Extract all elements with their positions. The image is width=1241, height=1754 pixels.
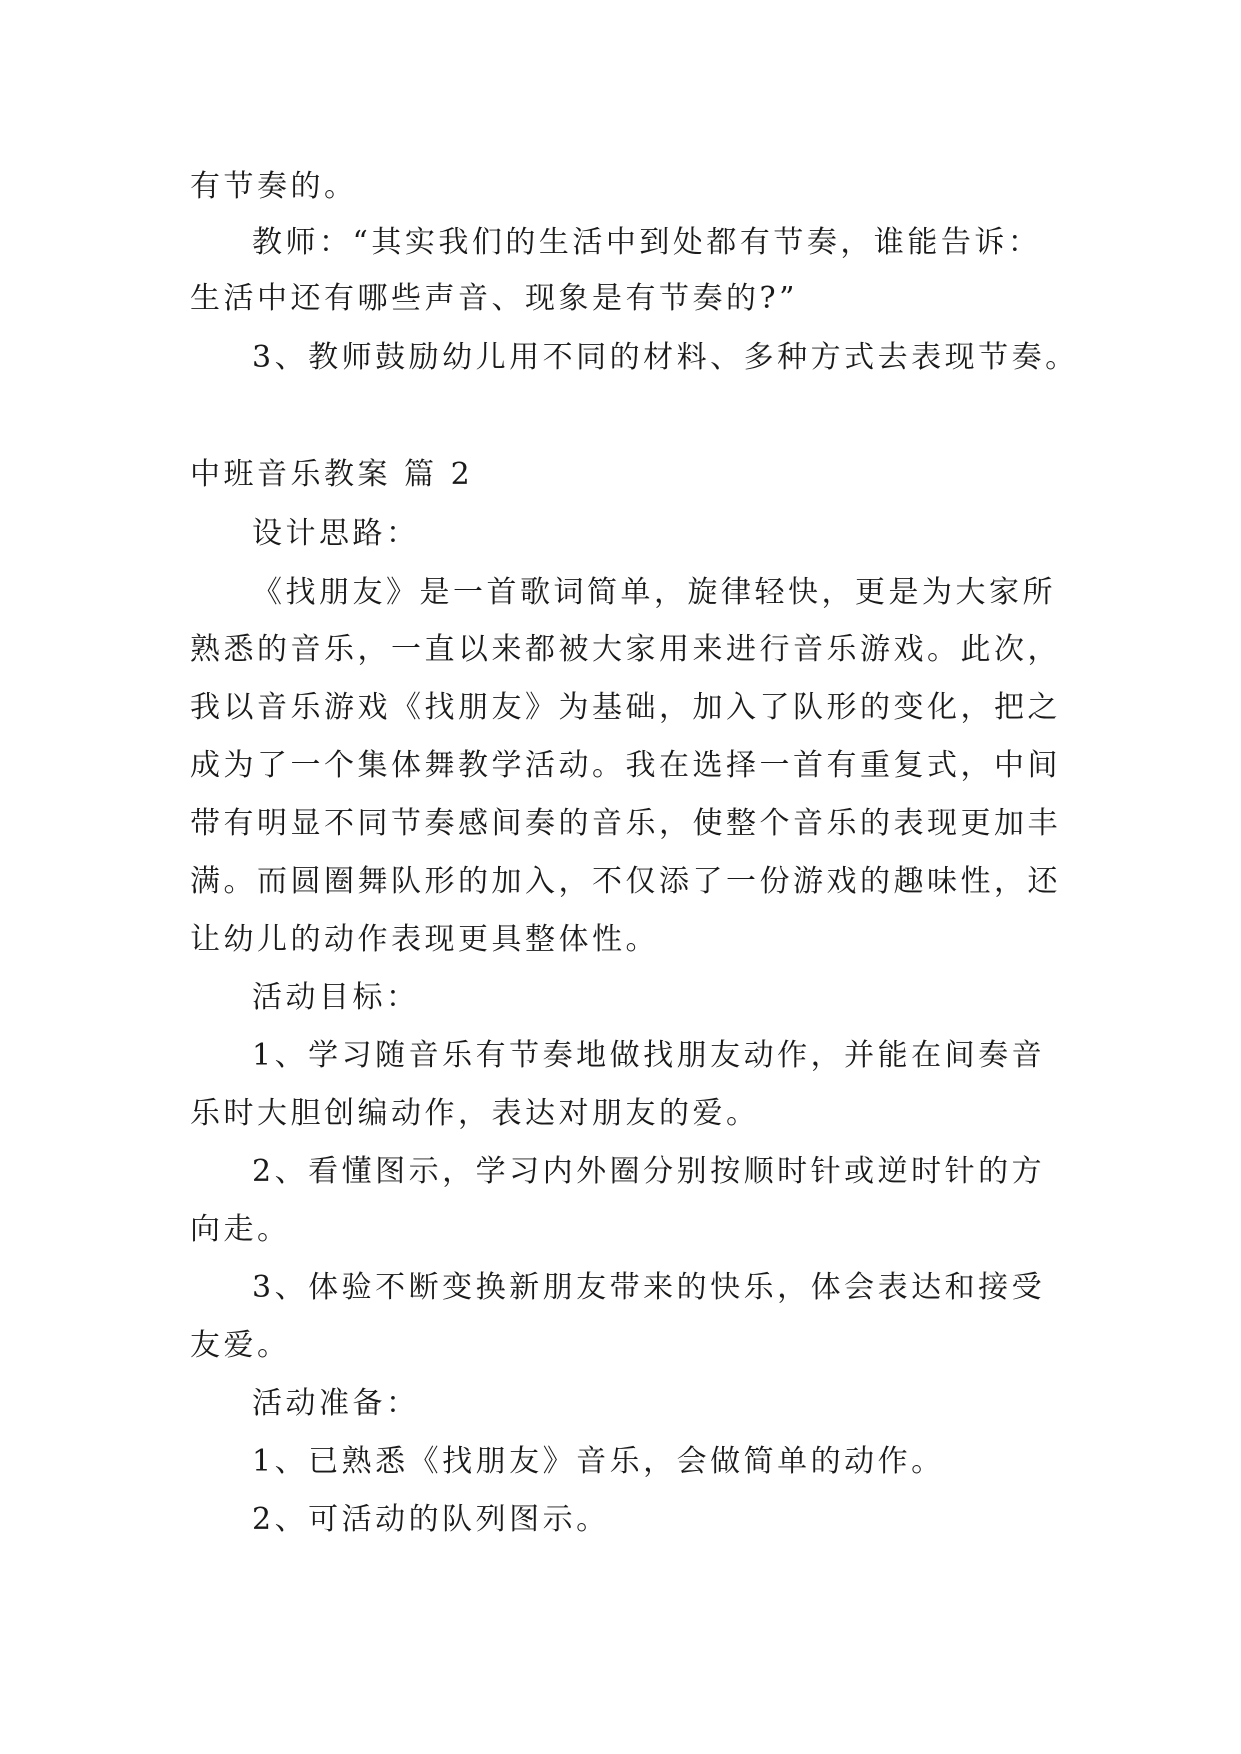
text-line: 我以音乐游戏《找朋友》为基础，加入了队形的变化，把之 — [190, 690, 1061, 725]
text-line: 2、看懂图示，学习内外圈分别按顺时针或逆时针的方 — [252, 1154, 1046, 1189]
text-line: 3、教师鼓励幼儿用不同的材料、多种方式去表现节奏。 — [252, 340, 1079, 375]
text-line: 友爱。 — [190, 1328, 291, 1363]
text-line: 3、体验不断变换新朋友带来的快乐，体会表达和接受 — [252, 1270, 1046, 1305]
section-heading: 中班音乐教案 篇 2 — [190, 457, 474, 492]
text-line: 生活中还有哪些声音、现象是有节奏的?” — [190, 281, 798, 316]
text-line: 熟悉的音乐，一直以来都被大家用来进行音乐游戏。此次， — [190, 632, 1061, 667]
text-line: 带有明显不同节奏感间奏的音乐，使整个音乐的表现更加丰 — [190, 806, 1061, 841]
text-line: 向走。 — [190, 1212, 291, 1247]
text-line: 让幼儿的动作表现更具整体性。 — [190, 922, 659, 957]
text-line: 教师：“其实我们的生活中到处都有节奏，谁能告诉： — [252, 225, 1042, 260]
text-line: 有节奏的。 — [190, 169, 358, 204]
text-line: 1、学习随音乐有节奏地做找朋友动作，并能在间奏音 — [252, 1038, 1046, 1073]
text-line: 满。而圆圈舞队形的加入，不仅添了一份游戏的趣味性，还 — [190, 864, 1061, 899]
subheading: 活动准备： — [252, 1386, 420, 1421]
subheading: 设计思路： — [252, 516, 420, 551]
text-line: 乐时大胆创编动作，表达对朋友的爱。 — [190, 1096, 760, 1131]
text-line: 成为了一个集体舞教学活动。我在选择一首有重复式，中间 — [190, 748, 1061, 783]
text-line: 1、已熟悉《找朋友》音乐，会做简单的动作。 — [252, 1444, 945, 1479]
subheading: 活动目标： — [252, 980, 420, 1015]
text-line: 《找朋友》是一首歌词简单，旋律轻快，更是为大家所 — [252, 575, 1056, 610]
text-line: 2、可活动的队列图示。 — [252, 1502, 610, 1537]
